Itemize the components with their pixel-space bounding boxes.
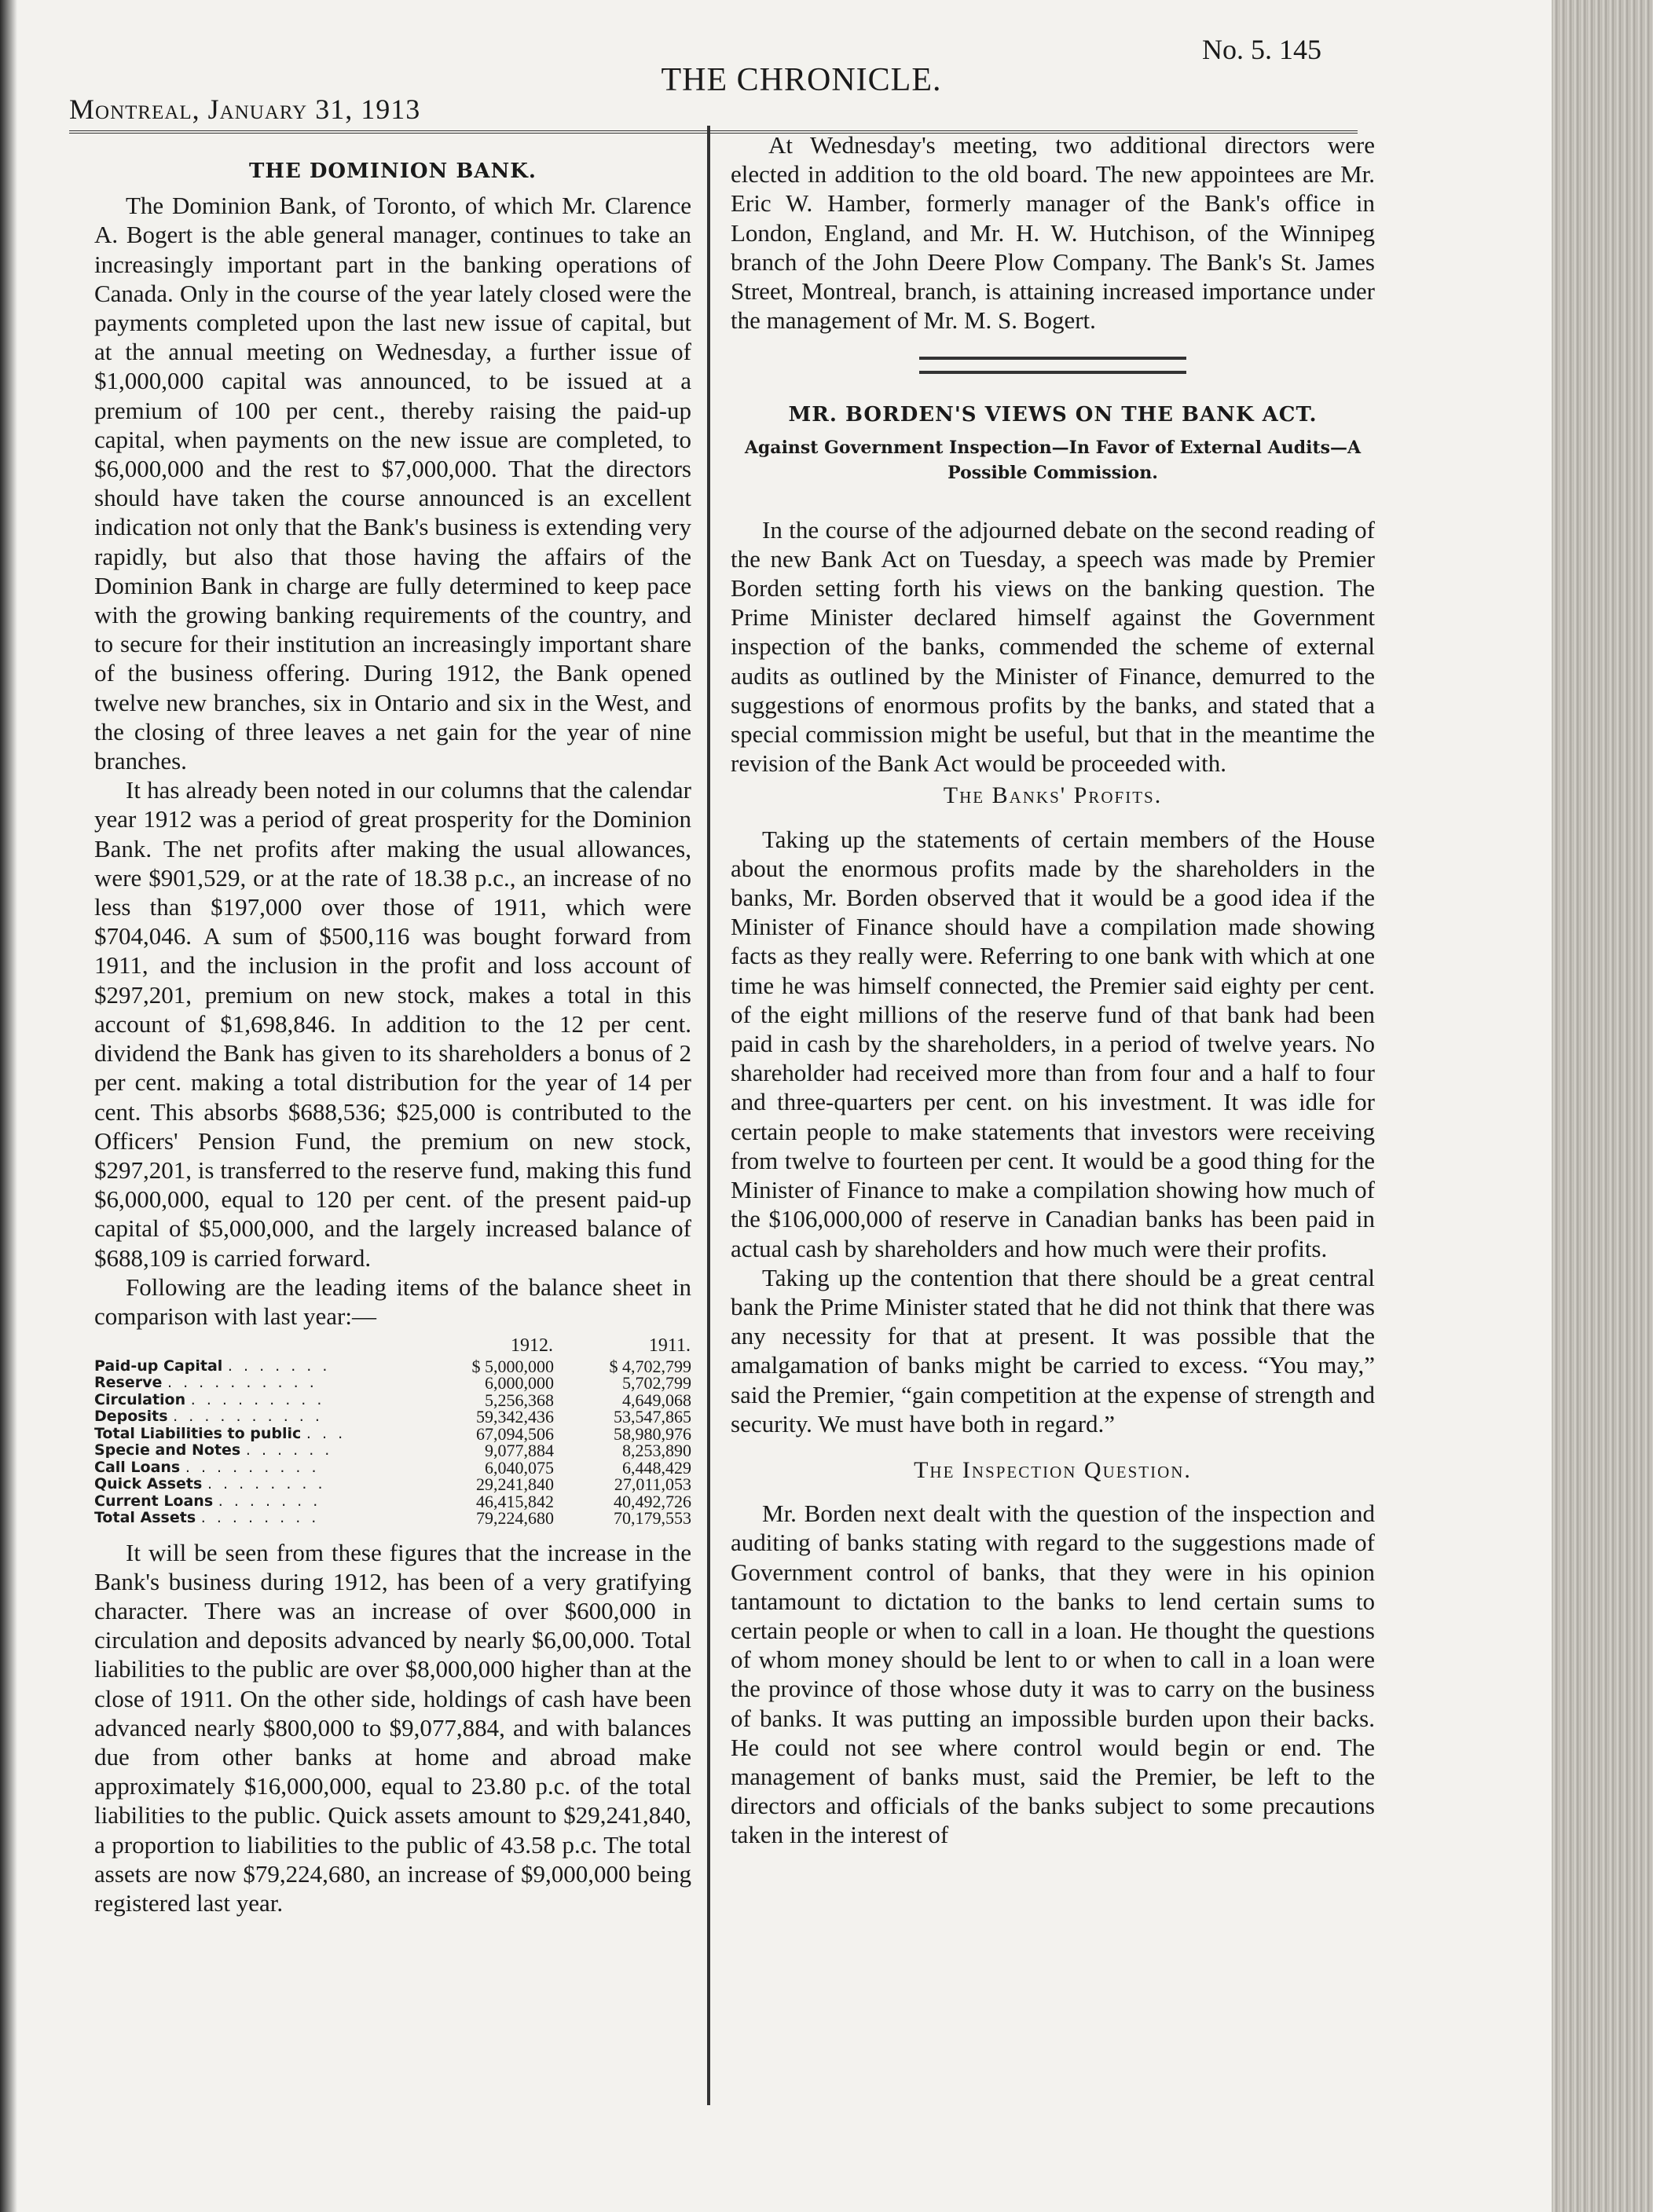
- paragraph: It has already been noted in our columns that the calendar year 1912 was a period of great prosperity for the Dominion Bank. The net profits after making the usual allowances, were $901,529, or at the rate of 18.38 p.c., an increase of no less than $197,000 over those of 1911, which were $704,046. A sum of $500,116 was bought forward from 1911, and the inclusion in the profit and loss account of $297,201, premium on new stock, makes a total in this account of $1,698,846. In addition to the 12 per cent. dividend the Bank has given to its shareholders a bonus of 2 per cent. making a total distribution for the year of 14 per cent. This absorbs $688,536; $25,000 is contributed to the Officers' Pension Fund, the premium on new stock, $297,201, is transferred to the reserve fund, making this fund $6,000,000, equal to 120 per cent. of the present paid-up capital of $5,000,000, and the largely increased balance of $688,109 is carried forward.: [94, 776, 691, 1272]
- table-row: [94, 1476, 691, 1493]
- dateline: Montreal, January 31, 1913: [69, 93, 421, 125]
- section-separator: [919, 357, 1186, 374]
- row-label: Current Loans . . . . . . .: [94, 1492, 321, 1510]
- value-1912: 59,342,436: [476, 1407, 554, 1427]
- row-label: Reserve . . . . . . . . . .: [94, 1374, 317, 1392]
- page-stack-edge: [1552, 0, 1653, 2212]
- value-1912: $ 5,000,000: [471, 1356, 554, 1376]
- table-header-row: [94, 1337, 691, 1358]
- section-heading-inspection-question: The Inspection Question.: [914, 1456, 1192, 1483]
- value-1912: 67,094,506: [476, 1423, 554, 1444]
- table-row: [94, 1375, 691, 1392]
- value-1911: 40,492,726: [614, 1491, 691, 1511]
- paragraph: Mr. Borden next dealt with the question of the inspection and auditing of banks stating with regard to the suggestions made of Government control of banks, that they were in his opinion tantamount to dictation to the banks to lend certain sums to certain people or when to call in a loan. He thought the questions of whom money should be lent to or when to call in a loan were the province of those whose duty it was to carry on the business of banks. It was putting an impossible burden upon their backs. He could not see where control would begin or end. The management of banks must, said the Premier, be left to the directors and officials of the banks subject to some precautions taken in the interest of: [731, 1500, 1375, 1849]
- table-row: [94, 1392, 691, 1409]
- value-1911: 4,649,068: [622, 1390, 691, 1410]
- publication-title: THE CHRONICLE.: [661, 62, 942, 98]
- article-headline-borden-views: MR. BORDEN'S VIEWS ON THE BANK ACT.: [788, 403, 1318, 427]
- value-1912: 6,040,075: [485, 1457, 554, 1478]
- balance-sheet-table: [94, 1337, 691, 1527]
- value-1911: $ 4,702,799: [609, 1356, 691, 1376]
- value-1911: 70,179,553: [614, 1508, 691, 1529]
- column-divider: [707, 126, 710, 2105]
- section-heading-banks-profits: The Banks' Profits.: [943, 782, 1163, 809]
- value-1912: 5,256,368: [485, 1390, 554, 1410]
- row-label: Paid-up Capital . . . . . . .: [94, 1357, 331, 1375]
- paragraph: Following are the leading items of the balance sheet in comparison with last year:—: [94, 1273, 691, 1330]
- paragraph: Taking up the statements of certain members of the House about the enormous profits made by the shareholders in the banks, Mr. Borden observed that it would be a good idea if the Minister of Finance should have a compilation made showing facts as they really were. Referring to one bank with which at one time he was himself connected, the Premier said eighty per cent. of the eight millions of the reserve fund of that bank had been paid in cash by the shareholders, in a period of twelve years. No shareholder had received more than from four and a half to four and three-quarters per cent. on his investment. It was idle for certain people to make statements that investors were receiving from twelve to fourteen per cent. It would be a good thing for the Minister of Finance to make a compilation showing how much of the $106,000,000 of reserve in Canadian banks has been paid in actual cash by shareholders and how much were their profits.: [731, 825, 1375, 1262]
- value-1911: 53,547,865: [614, 1407, 691, 1427]
- table-header-label: [94, 1337, 416, 1358]
- value-1911: 58,980,976: [614, 1423, 691, 1444]
- table-header-1912: 1912.: [511, 1335, 553, 1357]
- paragraph: The Dominion Bank, of Toronto, of which Mr. Clarence A. Bogert is the able general manager, continues to take an increasingly important part in the banking operations of Canada. Only in the course of the year lately closed were the payments completed upon the last new issue of capital, but at the annual meeting on Wednesday, a further issue of $1,000,000 capital was announced, to be issued at a premium of 100 per cent., thereby raising the paid-up capital, when payments on the new issue are completed, to $6,000,000 and the rest to $7,000,000. That the directors should have taken the course announced is an excellent indication not only that the Bank's business is extending very rapidly, but also that those having the affairs of the Dominion Bank in charge are fully determined to keep pace with the growing banking requirements of the country, and to secure for their institution an increasingly important share of the business offering. During 1912, the Bank opened twelve new branches, six in Ontario and six in the West, and the closing of three leaves a net gain for the year of nine branches.: [94, 192, 691, 775]
- table-row: [94, 1426, 691, 1443]
- row-label: Total Assets . . . . . . . .: [94, 1509, 320, 1527]
- table-row: [94, 1510, 691, 1527]
- row-label: Deposits . . . . . . . . . .: [94, 1408, 323, 1426]
- row-label: Total Liabilities to public . . .: [94, 1424, 346, 1442]
- table-row: [94, 1442, 691, 1459]
- row-label: Specie and Notes . . . . . .: [94, 1441, 333, 1459]
- paragraph: It will be seen from these figures that the increase in the Bank's business during 1912, has been of a very gratifying character. There was an increase of over $600,000 in circulation and deposits advanced by nearly $6,00,000. Total liabilities to the public are over $8,000,000 higher than at the close of 1911. On the other side, holdings of cash have been advanced nearly $800,000 to $9,077,884, and with balances due from other banks at home and abroad make approximately $16,000,000, equal to 23.80 p.c. of the total liabilities to the public. Quick assets amount to $29,241,840, a proportion to liabilities to the public of 43.58 p.c. The total assets are now $79,224,680, an increase of $9,000,000 being registered last year.: [94, 1538, 691, 1917]
- binding-shadow: [0, 0, 17, 2212]
- row-label: Circulation . . . . . . . . .: [94, 1390, 325, 1408]
- table-row: [94, 1358, 691, 1375]
- left-column: [94, 157, 691, 1917]
- paragraph: Taking up the contention that there should be a great central bank the Prime Minister stated that he did not think that there was any necessity for that at present. It was possible that the amalgamation of banks might be carried to excess. “You may,” said the Premier, “gain competition at the expense of strength and security. We must have both in regard.”: [731, 1263, 1375, 1437]
- table-header-1911: 1911.: [648, 1335, 691, 1357]
- issue-page-number: No. 5. 145: [1202, 34, 1321, 65]
- paragraph: In the course of the adjourned debate on the second reading of the new Bank Act on Tuesday, a speech was made by Premier Borden setting forth his views on the banking question. The Prime Minister declared himself against the Government inspection of the banks, commended the scheme of external audits as outlined by the Minister of Finance, demurred to the suggestions of enormous profits by the banks, and stated that a special commission might be useful, but that in the meantime the revision of the Bank Act would be proceeded with.: [731, 515, 1375, 778]
- article-headline-dominion-bank: THE DOMINION BANK.: [249, 159, 537, 183]
- article-subheadline: Against Government Inspection—In Favor of External Audits—A Possible Commission.: [744, 437, 1362, 483]
- table-row: [94, 1408, 691, 1426]
- value-1912: 9,077,884: [485, 1441, 554, 1461]
- row-label: Call Loans . . . . . . . . .: [94, 1458, 320, 1476]
- value-1911: 6,448,429: [622, 1457, 691, 1478]
- row-label: Quick Assets . . . . . . . .: [94, 1475, 326, 1493]
- table-row: [94, 1459, 691, 1477]
- value-1912: 79,224,680: [476, 1508, 554, 1529]
- value-1912: 6,000,000: [485, 1373, 554, 1393]
- paragraph: At Wednesday's meeting, two additional directors were elected in addition to the old board. The new appointees are Mr. Eric W. Hamber, formerly manager of the Bank's office in London, England, and Mr. H. W. Hutchison, of the Winnipeg branch of the John Deere Plow Company. The Bank's St. James Street, Montreal, branch, is attaining increased importance under the management of Mr. M. S. Bogert.: [731, 131, 1375, 335]
- value-1911: 27,011,053: [614, 1474, 691, 1495]
- value-1912: 29,241,840: [476, 1474, 554, 1495]
- table-row: [94, 1493, 691, 1511]
- value-1912: 46,415,842: [476, 1491, 554, 1511]
- value-1911: 8,253,890: [622, 1441, 691, 1461]
- value-1911: 5,702,799: [622, 1373, 691, 1393]
- right-column: [731, 130, 1375, 1850]
